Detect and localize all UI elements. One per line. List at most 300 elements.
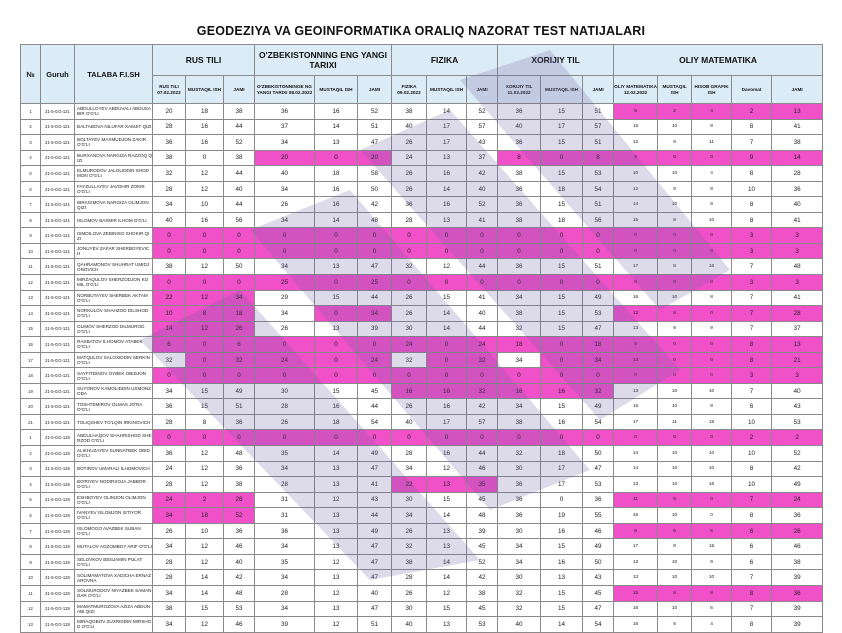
table-row [21, 275, 823, 291]
score-cell: 51 [583, 104, 614, 120]
score-cell: 0 [541, 430, 583, 446]
score-cell: 16 [614, 617, 658, 633]
score-cell: 17 [614, 539, 658, 555]
score-cell: 28 [255, 585, 315, 601]
score-cell: 34 [224, 290, 255, 306]
score-cell: 0 [427, 368, 467, 384]
score-cell: 0 [224, 368, 255, 384]
score-cell: 0 [427, 228, 467, 244]
score-cell: 0 [315, 306, 358, 322]
score-cell: 56 [224, 212, 255, 228]
score-cell: 51 [224, 399, 255, 415]
score-cell: 14 [427, 104, 467, 120]
score-cell: 8 [186, 306, 224, 322]
score-cell: 17 [541, 461, 583, 477]
group-code: 21-5-GG-121 [41, 414, 75, 430]
score-cell: 36 [772, 181, 823, 197]
row-number: 9 [21, 554, 41, 570]
group-code: 21-5-GG-121 [41, 290, 75, 306]
score-cell: 38 [498, 306, 541, 322]
score-cell: 14 [427, 181, 467, 197]
score-cell: 10 [658, 399, 692, 415]
score-cell: 15 [427, 290, 467, 306]
score-cell: 24 [153, 492, 186, 508]
group-code: 21-5-GG-121 [41, 119, 75, 135]
subheader: MUSTAQIL ISH [315, 76, 358, 104]
score-cell: 13 [614, 554, 658, 570]
score-cell: 34 [498, 539, 541, 555]
score-cell: 0 [541, 492, 583, 508]
score-cell: 32 [498, 446, 541, 462]
score-cell: 15 [541, 290, 583, 306]
score-cell: 34 [153, 539, 186, 555]
score-cell: 0 [658, 150, 692, 166]
score-cell: 6 [732, 399, 772, 415]
score-cell: 46 [467, 461, 498, 477]
table-row [21, 617, 823, 633]
score-cell: 37 [467, 150, 498, 166]
group-code: 21-5-GG-128 [41, 477, 75, 493]
score-cell: 26 [255, 197, 315, 213]
score-cell: 12 [186, 554, 224, 570]
page-title: GEODEZIYA VA GEOINFORMATIKA ORALIQ NAZORAT TEST NATIJALARI [196, 24, 646, 38]
student-name: MATQULOV SALOXIDDIN SERKIN O'G'LI [75, 352, 153, 368]
score-cell: 16 [498, 383, 541, 399]
subheader: MUSTAQIL ISH [427, 76, 467, 104]
score-cell: 34 [255, 461, 315, 477]
score-cell: 53 [467, 617, 498, 633]
score-cell: 54 [358, 414, 392, 430]
score-cell: 40 [224, 554, 255, 570]
row-number: 12 [21, 601, 41, 617]
table-row [21, 601, 823, 617]
score-cell: 49 [358, 523, 392, 539]
row-number: 20 [21, 399, 41, 415]
score-cell: 0 [658, 368, 692, 384]
score-cell: 0 [186, 352, 224, 368]
group-code: 21-5-GG-121 [41, 275, 75, 291]
score-cell: 10 [186, 523, 224, 539]
score-cell: 0 [614, 228, 658, 244]
score-cell: 0 [153, 228, 186, 244]
score-cell: 10 [658, 461, 692, 477]
score-cell: 16 [315, 104, 358, 120]
score-cell: 0 [498, 243, 541, 259]
score-cell: 26 [392, 135, 427, 151]
score-cell: 5 [692, 523, 732, 539]
score-cell: 8 [498, 150, 541, 166]
score-cell: 0 [186, 150, 224, 166]
score-cell: 35 [255, 554, 315, 570]
score-cell: 14 [614, 461, 658, 477]
score-cell: 41 [358, 477, 392, 493]
score-cell: 6 [732, 539, 772, 555]
score-cell: 10 [692, 446, 732, 462]
score-cell: 12 [186, 539, 224, 555]
score-cell: 38 [392, 554, 427, 570]
group-code: 21-5-GG-121 [41, 150, 75, 166]
table-row [21, 290, 823, 306]
score-cell: 45 [467, 539, 498, 555]
student-name: TOLIQSHEV TO'LQIN IRKINOVICH [75, 414, 153, 430]
score-cell: 12 [186, 617, 224, 633]
score-cell: 20 [255, 150, 315, 166]
score-cell: 13 [614, 352, 658, 368]
score-cell: 47 [358, 259, 392, 275]
group-code: 21-5-GG-121 [41, 181, 75, 197]
student-name: BALTABOVA NILUFAR XAMJIT QIZI [75, 119, 153, 135]
score-cell: 43 [772, 399, 823, 415]
score-cell: 15 [541, 306, 583, 322]
score-cell: 0 [658, 243, 692, 259]
score-cell: 24 [392, 150, 427, 166]
score-cell: 41 [772, 119, 823, 135]
score-cell: 36 [498, 492, 541, 508]
score-cell: 0 [255, 228, 315, 244]
score-cell: 16 [614, 508, 658, 524]
score-cell: 0 [614, 368, 658, 384]
score-cell: 36 [583, 492, 614, 508]
score-cell: 38 [392, 104, 427, 120]
score-cell: 7 [732, 321, 772, 337]
score-cell: 15 [541, 135, 583, 151]
score-cell: 10 [658, 446, 692, 462]
score-cell: 38 [224, 104, 255, 120]
score-cell: 46 [224, 617, 255, 633]
score-cell: 50 [358, 181, 392, 197]
score-cell: 18 [186, 508, 224, 524]
table-row [21, 570, 823, 586]
score-cell: 19 [541, 508, 583, 524]
score-cell: 45 [467, 492, 498, 508]
score-cell: 35 [255, 446, 315, 462]
score-cell: 34 [255, 306, 315, 322]
score-cell: 14 [315, 212, 358, 228]
score-cell: 14 [614, 197, 658, 213]
score-cell: 44 [224, 197, 255, 213]
score-cell: 10 [658, 508, 692, 524]
row-number: 4 [21, 477, 41, 493]
score-cell: 42 [772, 461, 823, 477]
score-cell: 0 [541, 337, 583, 353]
score-cell: 36 [255, 104, 315, 120]
table-row [21, 150, 823, 166]
score-cell: 15 [541, 259, 583, 275]
row-number: 18 [21, 368, 41, 384]
score-cell: 12 [315, 554, 358, 570]
score-cell: 10 [732, 446, 772, 462]
score-cell: 48 [358, 212, 392, 228]
score-cell: 0 [658, 275, 692, 291]
score-cell: 5 [658, 492, 692, 508]
student-name: TOSHTEMIROV OLMAS JO'RA O'G'LI [75, 399, 153, 415]
score-cell: 0 [541, 150, 583, 166]
score-cell: 47 [583, 321, 614, 337]
score-cell: 0 [224, 430, 255, 446]
table-row [21, 306, 823, 322]
score-cell: 34 [153, 585, 186, 601]
score-cell: 15 [692, 539, 732, 555]
table-row [21, 523, 823, 539]
score-cell: 7 [732, 290, 772, 306]
score-cell: 47 [358, 601, 392, 617]
score-cell: 36 [153, 446, 186, 462]
header-num: № [21, 45, 41, 104]
score-cell: 0 [498, 228, 541, 244]
score-cell: 18 [315, 166, 358, 182]
score-cell: 9 [692, 197, 732, 213]
score-cell: 18 [315, 414, 358, 430]
score-cell: 0 [541, 243, 583, 259]
score-cell: 24 [467, 337, 498, 353]
score-cell: 3 [772, 368, 823, 384]
group-code: 21-5-GG-121 [41, 104, 75, 120]
score-cell: 38 [224, 477, 255, 493]
score-cell: 0 [186, 275, 224, 291]
score-cell: 39 [772, 601, 823, 617]
student-name: RAXBATOV ILHOMOV ATABEK O'G'LI [75, 337, 153, 353]
score-cell: 17 [427, 414, 467, 430]
table-row [21, 228, 823, 244]
score-cell: 8 [658, 617, 692, 633]
row-number: 21 [21, 414, 41, 430]
score-cell: 0 [186, 430, 224, 446]
score-cell: 30 [392, 321, 427, 337]
score-cell: 47 [358, 570, 392, 586]
table-row [21, 181, 823, 197]
score-cell: 18 [224, 306, 255, 322]
subheader: Davomat [732, 76, 772, 104]
score-cell: 34 [153, 617, 186, 633]
score-cell: 34 [255, 570, 315, 586]
score-cell: 3 [732, 228, 772, 244]
score-cell: 40 [224, 181, 255, 197]
table-row [21, 243, 823, 259]
score-cell: 52 [224, 508, 255, 524]
student-name: SOLMURODOV NIYAZBEK SAMANDAR O'G'LI [75, 585, 153, 601]
score-cell: 24 [358, 352, 392, 368]
score-cell: 36 [498, 197, 541, 213]
score-cell: 3 [772, 275, 823, 291]
score-cell: 4 [692, 104, 732, 120]
score-cell: 40 [153, 212, 186, 228]
score-cell: 13 [614, 477, 658, 493]
group-code: 21-5-GG-121 [41, 228, 75, 244]
score-cell: 51 [358, 617, 392, 633]
score-cell: 14 [186, 585, 224, 601]
score-cell: 13 [427, 477, 467, 493]
table-row [21, 383, 823, 399]
score-cell: 16 [315, 399, 358, 415]
score-cell: 56 [583, 212, 614, 228]
score-cell: 47 [358, 461, 392, 477]
score-cell: 0 [498, 368, 541, 384]
score-cell: 34 [498, 290, 541, 306]
score-cell: 18 [541, 181, 583, 197]
score-cell: 39 [467, 523, 498, 539]
score-cell: 36 [498, 181, 541, 197]
score-cell: 6 [732, 554, 772, 570]
score-cell: 6 [658, 523, 692, 539]
score-cell: 16 [315, 197, 358, 213]
row-number: 15 [21, 321, 41, 337]
score-cell: 32 [498, 585, 541, 601]
score-cell: 38 [153, 259, 186, 275]
score-cell: 28 [153, 570, 186, 586]
score-cell: 0 [153, 430, 186, 446]
group-code: 21-5-GG-128 [41, 446, 75, 462]
score-cell: 16 [692, 477, 732, 493]
score-cell: 22 [392, 477, 427, 493]
score-cell: 14 [772, 150, 823, 166]
score-cell: 18 [498, 337, 541, 353]
student-name: NORBUTAYEV SHERBEK AKTAM O'G'LI [75, 290, 153, 306]
score-cell: 20 [153, 104, 186, 120]
score-cell: 49 [583, 290, 614, 306]
header-subject-tarix: O'ZBEKISTONNING ENG YANGI TARIXI [255, 45, 392, 76]
results-body [21, 104, 823, 633]
score-cell: 18 [186, 104, 224, 120]
score-cell: 28 [392, 446, 427, 462]
score-cell: 2 [772, 430, 823, 446]
score-cell: 34 [255, 601, 315, 617]
score-cell: 0 [498, 275, 541, 291]
score-cell: 8 [732, 508, 772, 524]
score-cell: 0 [255, 368, 315, 384]
table-row [21, 414, 823, 430]
table-row [21, 352, 823, 368]
group-code: 21-5-GG-128 [41, 492, 75, 508]
score-cell: 15 [541, 601, 583, 617]
subheader: O'ZBEKISTONNINGE NG YANGI TARIXI 08.02.2022 [255, 76, 315, 104]
subheader: RUS TILI 07.02.2022 [153, 76, 186, 104]
score-cell: 0 [427, 352, 467, 368]
score-cell: 14 [614, 446, 658, 462]
score-cell: 36 [153, 135, 186, 151]
score-cell: 34 [583, 352, 614, 368]
score-cell: 22 [153, 290, 186, 306]
score-cell: 13 [772, 337, 823, 353]
score-cell: 14 [186, 570, 224, 586]
score-cell: 49 [358, 446, 392, 462]
score-cell: 8 [658, 321, 692, 337]
score-cell: 13 [315, 508, 358, 524]
score-cell: 44 [224, 119, 255, 135]
score-cell: 9 [692, 554, 732, 570]
score-cell: 34 [498, 352, 541, 368]
score-cell: 36 [772, 508, 823, 524]
row-number: 13 [21, 617, 41, 633]
row-number: 8 [21, 212, 41, 228]
score-cell: 30 [392, 601, 427, 617]
score-cell: 44 [358, 508, 392, 524]
table-row [21, 104, 823, 120]
score-cell: 38 [153, 601, 186, 617]
score-cell: 0 [658, 352, 692, 368]
score-cell: 30 [498, 461, 541, 477]
score-cell: 3 [772, 243, 823, 259]
score-cell: 44 [467, 321, 498, 337]
score-cell: 10 [153, 306, 186, 322]
score-cell: 28 [392, 212, 427, 228]
row-number: 7 [21, 197, 41, 213]
score-cell: 13 [427, 150, 467, 166]
score-cell: 11 [658, 414, 692, 430]
table-row [21, 135, 823, 151]
score-cell: 26 [392, 166, 427, 182]
score-cell: 28 [153, 119, 186, 135]
score-cell: 49 [772, 477, 823, 493]
score-cell: 0 [186, 368, 224, 384]
score-cell: 38 [498, 166, 541, 182]
score-cell: 44 [467, 446, 498, 462]
score-cell: 15 [427, 492, 467, 508]
score-cell: 16 [692, 259, 732, 275]
score-cell: 8 [732, 119, 772, 135]
score-cell: 36 [392, 197, 427, 213]
score-cell: 17 [541, 119, 583, 135]
score-cell: 24 [392, 337, 427, 353]
row-number: 9 [21, 228, 41, 244]
score-cell: 13 [315, 523, 358, 539]
score-cell: 3 [732, 368, 772, 384]
score-cell: 53 [583, 306, 614, 322]
score-cell: 0 [692, 337, 732, 353]
header-subject-rus: RUS TILI [153, 45, 255, 76]
score-cell: 25 [358, 275, 392, 291]
score-cell: 0 [315, 337, 358, 353]
score-cell: 5 [614, 337, 658, 353]
score-cell: 51 [583, 197, 614, 213]
score-cell: 34 [498, 554, 541, 570]
score-cell: 28 [153, 477, 186, 493]
student-name: NORKULOV SHAHZOD DILSHOD O'G'LI [75, 306, 153, 322]
score-cell: 26 [392, 181, 427, 197]
score-cell: 16 [541, 383, 583, 399]
score-cell: 38 [153, 150, 186, 166]
score-cell: 0 [358, 430, 392, 446]
row-number: 10 [21, 243, 41, 259]
score-cell: 0 [541, 368, 583, 384]
score-cell: 0 [692, 492, 732, 508]
row-number: 6 [21, 508, 41, 524]
student-name: ALIKHUZAYEV SUNNATBEK OBID O'G'LI [75, 446, 153, 462]
score-cell: 0 [255, 243, 315, 259]
score-cell: 0 [541, 352, 583, 368]
score-cell: 47 [583, 601, 614, 617]
score-cell: 13 [772, 104, 823, 120]
score-cell: 8 [658, 539, 692, 555]
score-cell: 54 [583, 414, 614, 430]
score-cell: 10 [692, 570, 732, 586]
score-cell: 39 [255, 617, 315, 633]
score-cell: 40 [358, 585, 392, 601]
score-cell: 8 [732, 212, 772, 228]
score-cell: 36 [153, 399, 186, 415]
score-cell: 4 [692, 617, 732, 633]
score-cell: 46 [772, 539, 823, 555]
score-cell: 40 [467, 306, 498, 322]
score-cell: 13 [427, 539, 467, 555]
score-cell: 15 [541, 585, 583, 601]
score-cell: 0 [583, 243, 614, 259]
score-cell: 26 [772, 523, 823, 539]
score-cell: 53 [224, 601, 255, 617]
score-cell: 9 [732, 150, 772, 166]
score-cell: 50 [583, 446, 614, 462]
subheader: MUSTAQIL ISH [541, 76, 583, 104]
score-cell: 24 [153, 461, 186, 477]
